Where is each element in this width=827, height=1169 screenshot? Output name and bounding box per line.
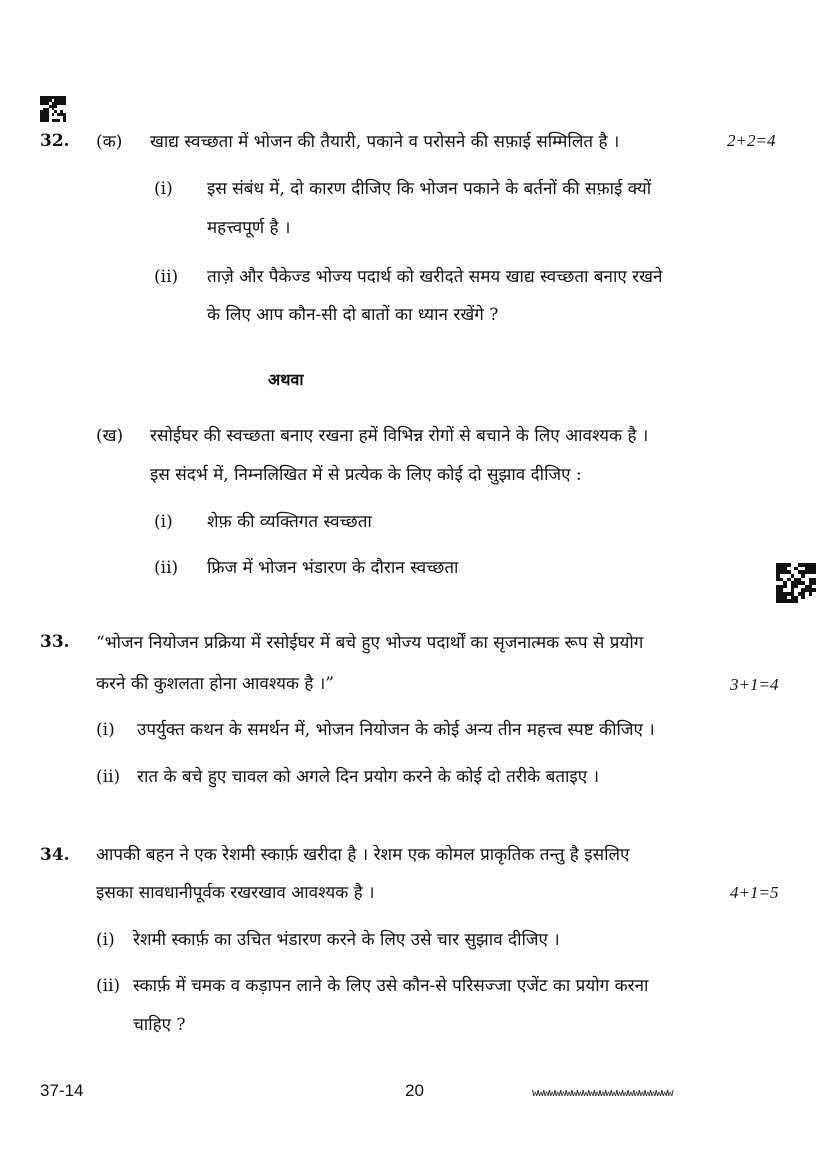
- marks-label: 3+1=4: [730, 675, 779, 694]
- subpart-text: ताज़े और पैकेज्ड भोज्य पदार्थ को खरीदते समय खाद्य स्वच्छता बनाए रखने: [207, 267, 663, 287]
- question-text: इसका सावधानीपूर्वक रखरखाव आवश्यक है ।: [96, 883, 375, 903]
- question-text: इस संदर्भ में, निम्नलिखित में से प्रत्येक के लिए कोई दो सुझाव दीजिए :: [150, 465, 582, 485]
- question-number: 34.: [40, 845, 70, 865]
- option-label: (क): [96, 132, 123, 152]
- page-number: 20: [405, 1081, 424, 1100]
- subpart-label: (ii): [154, 267, 179, 287]
- qr-code-icon: [776, 563, 816, 603]
- or-heading: अथवा: [268, 370, 304, 389]
- subpart-text: चाहिए ?: [133, 1015, 186, 1035]
- marks-label: 2+2=4: [727, 131, 776, 150]
- question-text: खाद्य स्वच्छता में भोजन की तैयारी, पकाने व परोसने की सफ़ाई सम्मिलित है ।: [150, 132, 620, 152]
- subpart-text: इस संबंध में, दो कारण दीजिए कि भोजन पकाने के बर्तनों की सफ़ाई क्यों: [207, 179, 652, 199]
- subpart-text: फ्रिज में भोजन भंडारण के दौरान स्वच्छता: [207, 558, 459, 578]
- question-number: 32.: [40, 131, 70, 151]
- question-text: रसोईघर की स्वच्छता बनाए रखना हमें विभिन्न रोगों से बचाने के लिए आवश्यक है ।: [150, 426, 649, 446]
- qr-code-icon: [40, 96, 66, 122]
- subpart-label: (ii): [154, 558, 179, 578]
- subpart-text: शेफ़ की व्यक्तिगत स्वच्छता: [207, 512, 372, 532]
- security-wave-line: wwwwwwwwwwwwwwwwwwwwwwwww: [532, 1086, 673, 1099]
- question-number: 33.: [40, 632, 70, 652]
- subpart-text: स्कार्फ़ में चमक व कड़ापन लाने के लिए उसे कौन-से परिसज्जा एजेंट का प्रयोग करना: [133, 976, 649, 996]
- subpart-text: रात के बचे हुए चावल को अगले दिन प्रयोग करने के कोई दो तरीके बताइए ।: [137, 767, 600, 787]
- subpart-label: (ii): [96, 976, 121, 996]
- subpart-label: (i): [96, 720, 115, 740]
- subpart-label: (ii): [96, 767, 121, 787]
- subpart-label: (i): [154, 179, 173, 199]
- subpart-label: (i): [96, 930, 115, 950]
- subpart-text: महत्त्वपूर्ण है ।: [207, 218, 291, 238]
- paper-code: 37-14: [40, 1081, 84, 1100]
- subpart-text: रेशमी स्कार्फ़ का उचित भंडारण करने के लिए उसे चार सुझाव दीजिए ।: [133, 930, 560, 950]
- marks-label: 4+1=5: [730, 883, 779, 902]
- subpart-text: उपर्युक्त कथन के समर्थन में, भोजन नियोजन के कोई अन्य तीन महत्त्व स्पष्ट कीजिए ।: [137, 720, 655, 740]
- question-text: करने की कुशलता होना आवश्यक है ।”: [96, 674, 334, 694]
- subpart-text: के लिए आप कौन-सी दो बातों का ध्यान रखेंगे ?: [207, 305, 499, 325]
- question-text: आपकी बहन ने एक रेशमी स्कार्फ़ खरीदा है । रेशम एक कोमल प्राकृतिक तन्तु है इसलिए: [96, 845, 630, 865]
- subpart-label: (i): [154, 512, 173, 532]
- question-text: “भोजन नियोजन प्रक्रिया में रसोईघर में बचे हुए भोज्य पदार्थों का सृजनात्मक रूप से प्रयोग: [96, 633, 644, 653]
- option-label: (ख): [96, 426, 124, 446]
